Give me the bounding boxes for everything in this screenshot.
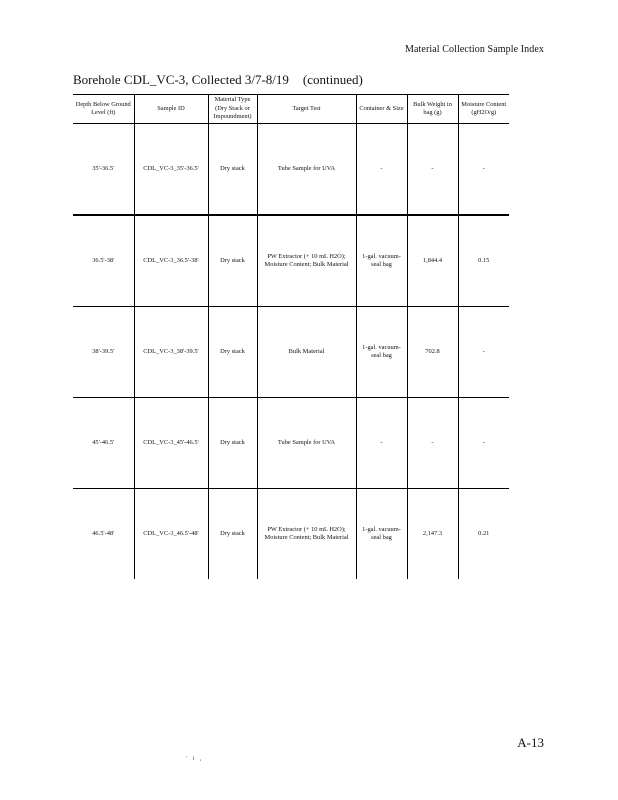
- column-header-sample-id: Sample ID: [134, 95, 208, 124]
- cell-sample-id: CDL_VC-3_45'-46.5': [134, 398, 208, 489]
- table-row: [73, 307, 509, 398]
- cell-bulk-weight: 2,147.3: [407, 489, 458, 580]
- running-header: Material Collection Sample Index: [405, 44, 544, 55]
- cell-sample-id: CDL_VC-3_46.5'-48': [134, 489, 208, 580]
- cell-target-test: Bulk Material: [257, 307, 356, 398]
- table-row: [73, 124, 509, 216]
- title-continued: (continued): [302, 72, 363, 87]
- column-header-container: Container & Size: [356, 95, 407, 124]
- cell-container: -: [356, 398, 407, 489]
- cell-container: 1-gal. vacuum-seal bag: [356, 215, 407, 307]
- cell-bulk-weight: 702.8: [407, 307, 458, 398]
- table-header-row: [73, 95, 509, 124]
- cell-material: Dry stack: [208, 124, 257, 216]
- cell-container: 1-gal. vacuum-seal bag: [356, 489, 407, 580]
- table-row: [73, 489, 509, 580]
- cell-target-test: Tube Sample for UVA: [257, 124, 356, 216]
- cell-target-test: Tube Sample for UVA: [257, 398, 356, 489]
- footer-mark: ' i ,: [186, 756, 204, 762]
- cell-container: -: [356, 124, 407, 216]
- table-row: [73, 215, 509, 307]
- cell-material: Dry stack: [208, 489, 257, 580]
- cell-moisture: -: [458, 307, 509, 398]
- cell-moisture: -: [458, 398, 509, 489]
- page-title: [73, 72, 363, 88]
- cell-depth: 36.5'-38': [73, 215, 134, 307]
- cell-moisture: -: [458, 124, 509, 216]
- cell-target-test: PW Extractor (+ 10 mL H2O); Moisture Content; Bulk Material: [257, 215, 356, 307]
- cell-moisture: 0.15: [458, 215, 509, 307]
- cell-depth: 46.5'-48': [73, 489, 134, 580]
- cell-target-test: PW Extractor (+ 10 mL H2O); Moisture Content; Bulk Material: [257, 489, 356, 580]
- column-header-depth: Depth Below Ground Level (ft): [73, 95, 134, 124]
- table-row: [73, 398, 509, 489]
- column-header-material-type: Material Type (Dry Stack or Impoundment): [208, 95, 257, 124]
- title-main: Borehole CDL_VC-3, Collected 3/7-8/19: [73, 72, 289, 87]
- cell-sample-id: CDL_VC-3_38'-39.5': [134, 307, 208, 398]
- cell-bulk-weight: 1,844.4: [407, 215, 458, 307]
- cell-bulk-weight: -: [407, 124, 458, 216]
- cell-depth: 38'-39.5': [73, 307, 134, 398]
- sample-index-table: [73, 94, 509, 579]
- page-number: A-13: [517, 735, 544, 750]
- cell-container: 1-gal. vacuum-seal bag: [356, 307, 407, 398]
- cell-material: Dry stack: [208, 307, 257, 398]
- cell-sample-id: CDL_VC-3_35'-36.5': [134, 124, 208, 216]
- cell-bulk-weight: -: [407, 398, 458, 489]
- cell-material: Dry stack: [208, 398, 257, 489]
- cell-material: Dry stack: [208, 215, 257, 307]
- cell-sample-id: CDL_VC-3_36.5'-38': [134, 215, 208, 307]
- cell-depth: 35'-36.5': [73, 124, 134, 216]
- column-header-moisture: Moisture Content (gH2O/g): [458, 95, 509, 124]
- cell-depth: 45'-46.5': [73, 398, 134, 489]
- cell-moisture: 0.21: [458, 489, 509, 580]
- column-header-target-test: Target Test: [257, 95, 356, 124]
- column-header-bulk-weight: Bulk Weight in bag (g): [407, 95, 458, 124]
